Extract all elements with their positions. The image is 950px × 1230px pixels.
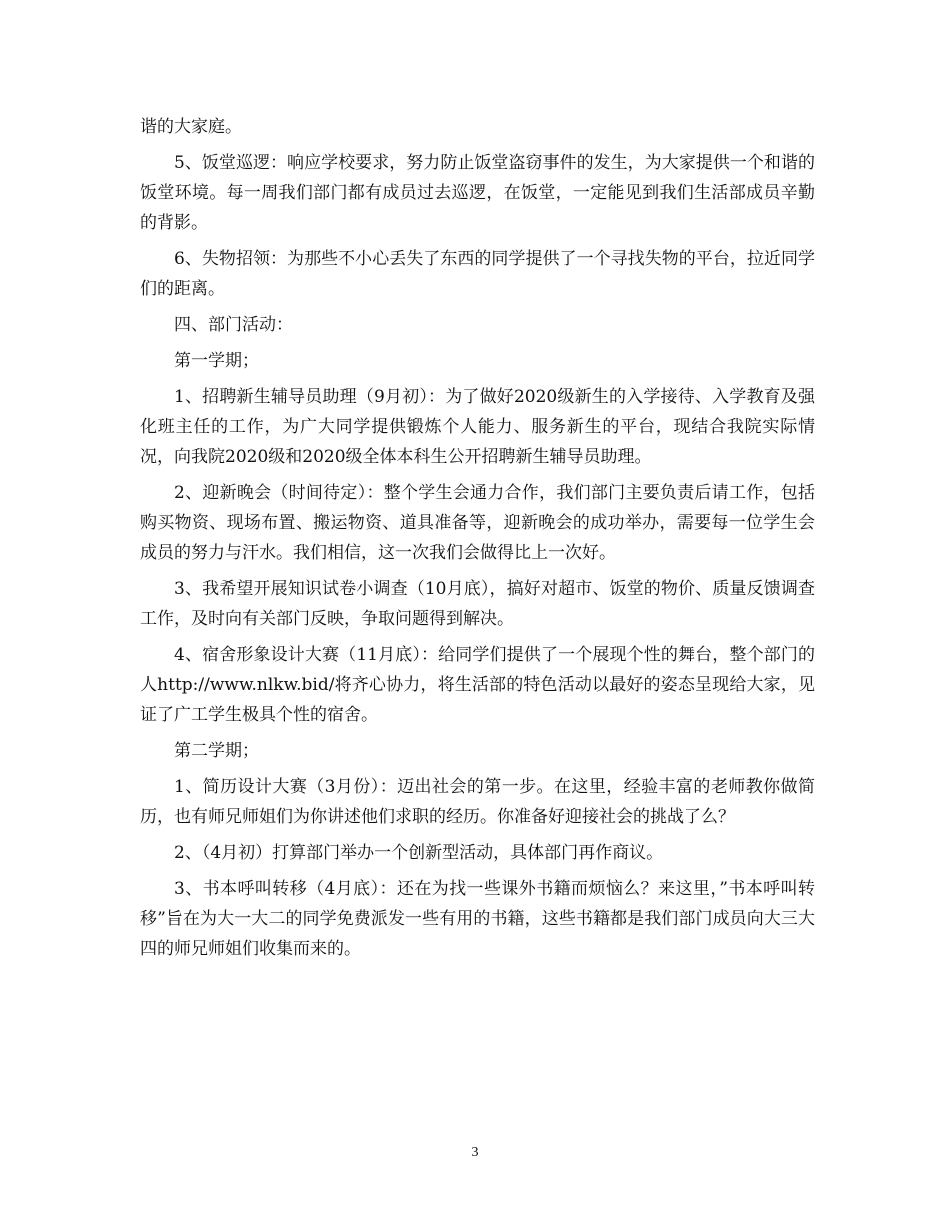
document-body — [140, 112, 815, 970]
page-number: 3 — [471, 1145, 479, 1160]
paragraph-continuation: 谐的大家庭。 — [140, 117, 242, 137]
paragraph-book-transfer: 3、书本呼叫转移（4月底）：还在为找一些课外书籍而烦恼么？来这里，”书本呼叫转移”旨在为大一大二的同学免费派发一些有用的书籍，这些书籍都是我们部门成员向大三大四的师兄师姐们收集而来的。 — [140, 879, 815, 959]
paragraph-survey: 3、我希望开展知识试卷小调查（10月底），搞好对超市、饭堂的物价、质量反馈调查工作，及时向有关部门反映，争取问题得到解决。 — [140, 579, 815, 629]
paragraph-dorm-design: 4、宿舍形象设计大赛（11月底）：给同学们提供了一个展现个性的舞台，整个部门的人http://www.nlkw.bid/将齐心协力，将生活部的特色活动以最好的姿态呈现给大家，见证了广工学生极具个性的宿舍。 — [140, 645, 815, 725]
paragraph-lost-and-found: 6、失物招领：为那些不小心丢失了东西的同学提供了一个寻找失物的平台，拉近同学们的距离。 — [140, 249, 815, 299]
section-heading-department-activities: 四、部门活动： — [174, 315, 293, 335]
subheading-first-semester: 第一学期； — [174, 351, 259, 371]
paragraph-innovative-activity: 2、（4月初）打算部门举办一个创新型活动，具体部门再作商议。 — [174, 843, 664, 863]
subheading-second-semester: 第二学期； — [174, 741, 259, 761]
paragraph-welcome-party: 2、迎新晚会（时间待定）：整个学生会通力合作，我们部门主要负责后请工作，包括购买物资、现场布置、搬运物资、道具准备等，迎新晚会的成功举办，需要每一位学生会成员的努力与汗水。我们相信，这一次我们会做得比上一次好。 — [140, 483, 815, 563]
paragraph-resume-contest: 1、简历设计大赛（3月份）：迈出社会的第一步。在这里，经验丰富的老师教你做简历，也有师兄师姐们为你讲述他们求职的经历。你准备好迎接社会的挑战了么？ — [140, 777, 815, 827]
paragraph-canteen-patrol: 5、饭堂巡逻：响应学校要求，努力防止饭堂盗窃事件的发生，为大家提供一个和谐的饭堂环境。每一周我们部门都有成员过去巡逻，在饭堂，一定能见到我们生活部成员辛勤的背影。 — [140, 153, 815, 233]
paragraph-recruit-assistants: 1、招聘新生辅导员助理（9月初）：为了做好2020级新生的入学接待、入学教育及强化班主任的工作，为广大同学提供锻炼个人能力、服务新生的平台，现结合我院实际情况，向我院2020级和2020级全体本科生公开招聘新生辅导员助理。 — [140, 387, 815, 467]
